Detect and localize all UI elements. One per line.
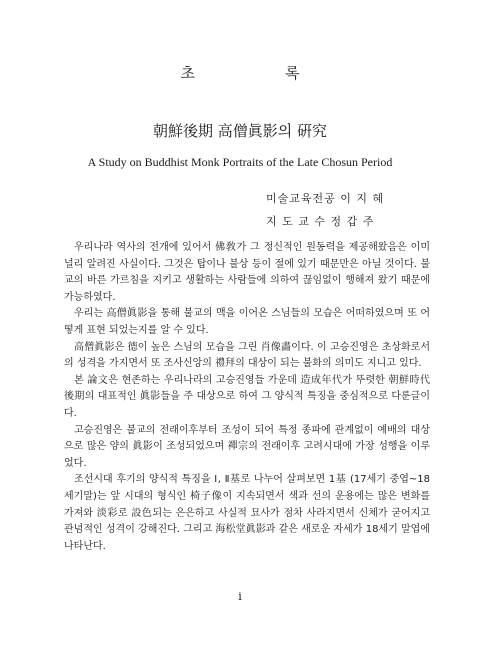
paragraph-4: 본 論文은 현존하는 우리나라의 고승진영들 가운데 造成年代가 뚜렷한 朝鮮時代 後期의 대표적인 眞影들을 주 대상으로 하여 그 양식적 특징을 중심적으로 다룬글이다. [64,374,430,419]
paragraph-6: 조선시대 후기의 양식적 특징을 Ⅰ, Ⅱ基로 나누어 살펴보면 1基 (17세기 중엽~18세기말)는 앞 시대의 형식인 椅子像이 지속되면서 색과 선의 운용에는 많은 변화를 가져와 淡彩로 設色되는 은은하고 사실적 묘사가 점차 사라지면서 신체가 굳어지고 관념적인 성격이 강해진다. 그리고 海松堂眞影과 같은 새로운 자세가 18세기 말엽에 나타난다. [64,474,430,552]
page-number: i [238,590,242,603]
thesis-title-english: A Study on Buddhist Monk Portraits of the Late Chosun Period [87,155,393,169]
abstract-heading-left: 초 [180,64,195,82]
paragraph-3: 高僧眞影은 德이 높은 스님의 모습을 그린 肖像畵이다. 이 고승진영은 초상화로서의 성격을 가지면서 또 조사신앙의 禮拜의 대상이 되는 불화의 의미도 지니고 있다. [64,341,430,370]
paragraph-2: 우리는 高僧眞影을 통해 불교의 맥을 이어온 스님들의 모습은 어떠하였으며 또 어떻게 표현 되었는지를 알 수 있다. [64,308,430,336]
abstract-heading [0,62,480,83]
advisor-line: 지 도 교 수 정 갑 주 [266,215,375,228]
abstract-heading-right: 록 [285,64,300,82]
author-major-line: 미술교육전공 이 지 혜 [266,192,385,205]
abstract-body [64,240,430,555]
paragraph-1: 우리나라 역사의 전개에 있어서 佛敎가 그 정신적인 원동력을 제공해왔음은 이미 널리 알려진 사실이다. 그것은 탑이나 불상 등이 절에 있기 때문만은 아닐 것이다. 불교의 바른 가르침을 지키고 생활하는 사람들에 의하여 끊임없이 행해져 왔기 때문에 가능하였다. [64,242,430,303]
paragraph-5: 고승진영은 불교의 전래이후부터 조성이 되어 특정 종파에 관계없이 예배의 대상으로 많은 양의 眞影이 조성되었으며 禪宗의 전래이후 고려시대에 가장 성행을 이루었다. [64,424,430,469]
thesis-title-korean: 朝鮮後期 高僧眞影의 硏究 [152,122,328,140]
